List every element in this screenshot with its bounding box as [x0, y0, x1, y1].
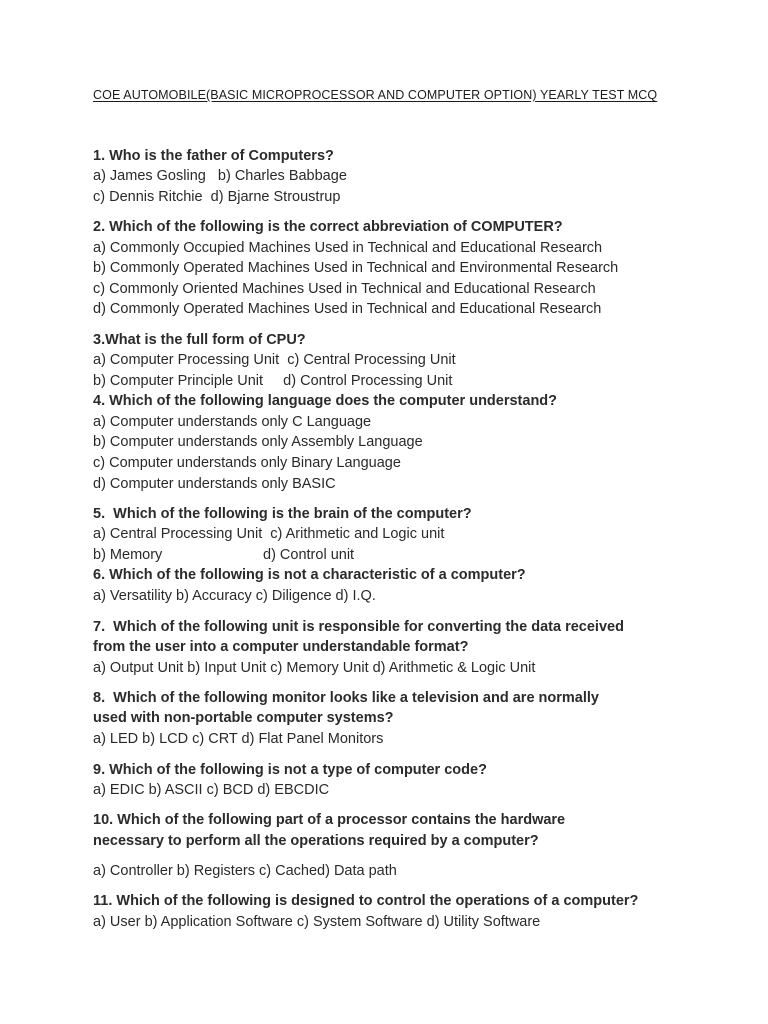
question-2-option-d: d) Commonly Operated Machines Used in Technical and Educational Research [93, 301, 602, 317]
question-9-options: a) EDIC b) ASCII c) BCD d) EBCDIC [93, 782, 330, 798]
question-10-text-line-1: 10. Which of the following part of a processor contains the hardware [93, 812, 566, 828]
question-4-option-a: a) Computer understands only C Language [93, 414, 372, 430]
question-5-text: 5. Which of the following is the brain of the computer? [93, 506, 472, 522]
question-10-options: a) Controller b) Registers c) Cached) Data path [93, 863, 397, 879]
question-3-text: 3.What is the full form of CPU? [93, 332, 306, 348]
question-7-text-line-2: from the user into a computer understandable format? [93, 639, 469, 655]
question-1-option-line-2: c) Dennis Ritchie d) Bjarne Stroustrup [93, 189, 341, 205]
question-3-option-line-1: a) Computer Processing Unit c) Central Processing Unit [93, 352, 456, 368]
question-9-text: 9. Which of the following is not a type of computer code? [93, 762, 487, 778]
question-4-option-c: c) Computer understands only Binary Language [93, 455, 401, 471]
question-8-text-line-2: used with non-portable computer systems? [93, 710, 394, 726]
question-1-text: 1. Who is the father of Computers? [93, 148, 334, 164]
question-4-option-d: d) Computer understands only BASIC [93, 476, 336, 492]
question-11-options: a) User b) Application Software c) System Software d) Utility Software [93, 914, 541, 930]
question-8-text-line-1: 8. Which of the following monitor looks like a television and are normally [93, 690, 599, 706]
question-11-text: 11. Which of the following is designed to control the operations of a computer? [93, 893, 639, 909]
question-7-text-line-1: 7. Which of the following unit is responsible for converting the data received [93, 619, 624, 635]
question-4-text: 4. Which of the following language does the computer understand? [93, 393, 558, 409]
question-4-option-b: b) Computer understands only Assembly Language [93, 434, 423, 450]
question-6-options: a) Versatility b) Accuracy c) Diligence d) I.Q. [93, 588, 376, 604]
document-title: COE AUTOMOBILE(BASIC MICROPROCESSOR AND COMPUTER OPTION) YEARLY TEST MCQ [93, 88, 658, 102]
question-2-option-b: b) Commonly Operated Machines Used in Technical and Environmental Research [93, 260, 619, 276]
question-10-text-line-2: necessary to perform all the operations required by a computer? [93, 833, 539, 849]
question-5-option-line-1: a) Central Processing Unit c) Arithmetic and Logic unit [93, 526, 445, 542]
question-2-text: 2. Which of the following is the correct abbreviation of COMPUTER? [93, 219, 563, 235]
question-3-option-line-2: b) Computer Principle Unit d) Control Processing Unit [93, 373, 453, 389]
question-1-option-line-1: a) James Gosling b) Charles Babbage [93, 168, 347, 184]
question-2-option-a: a) Commonly Occupied Machines Used in Technical and Educational Research [93, 240, 603, 256]
question-5-option-line-2: b) Memory d) Control unit [93, 547, 355, 563]
question-6-text: 6. Which of the following is not a characteristic of a computer? [93, 567, 526, 583]
question-7-options: a) Output Unit b) Input Unit c) Memory Unit d) Arithmetic & Logic Unit [93, 660, 536, 676]
question-2-option-c: c) Commonly Oriented Machines Used in Technical and Educational Research [93, 281, 596, 297]
question-8-options: a) LED b) LCD c) CRT d) Flat Panel Monitors [93, 731, 384, 747]
